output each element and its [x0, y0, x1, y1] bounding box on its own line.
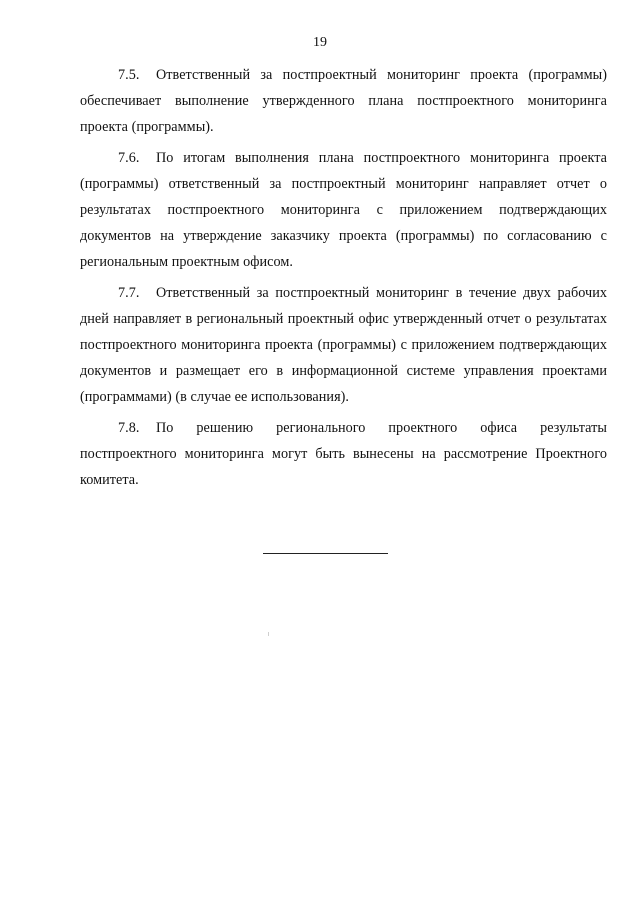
- paragraph-text: По итогам выполнения плана постпроектного мониторинга проекта (программы) ответственный за постпроектный мониторинг направляет отчет о результатах постпроектного мониторинга с приложением подтверждающих документов на утверждение заказчику проекта (программы) по согласованию с региональным проектным офисом.: [80, 150, 607, 270]
- paragraph-7-5: [80, 63, 607, 140]
- paragraph-number: 7.5.: [118, 67, 140, 83]
- page-number: 19: [313, 35, 327, 50]
- end-separator-line: [263, 553, 388, 554]
- paragraph-7-8: [80, 416, 607, 493]
- paragraph-number: 7.6.: [118, 150, 140, 167]
- scan-artifact: [268, 632, 269, 636]
- paragraph-text: По решению регионального проектного офиса результаты постпроектного мониторинга могут быть вынесены на рассмотрение Проектного комитета.: [80, 420, 607, 488]
- paragraph-number: 7.8.: [118, 420, 140, 437]
- paragraph-number: 7.7.: [118, 285, 140, 302]
- paragraph-7-6: [80, 146, 607, 275]
- document-body: [80, 63, 607, 500]
- paragraph-7-7: [80, 281, 607, 410]
- paragraph-text: Ответственный за постпроектный мониторинг проекта (программы) обеспечивает выполнение утвержденного плана постпроектного мониторинга проекта (программы).: [80, 67, 607, 135]
- paragraph-text: Ответственный за постпроектный мониторинг в течение двух рабочих дней направляет в региональный проектный офис утвержденный отчет о результатах постпроектного мониторинга проекта (программы) с приложением подтверждающих документов и размещает его в информационной системе управления проектами (программами) (в случае ее использования).: [80, 285, 607, 405]
